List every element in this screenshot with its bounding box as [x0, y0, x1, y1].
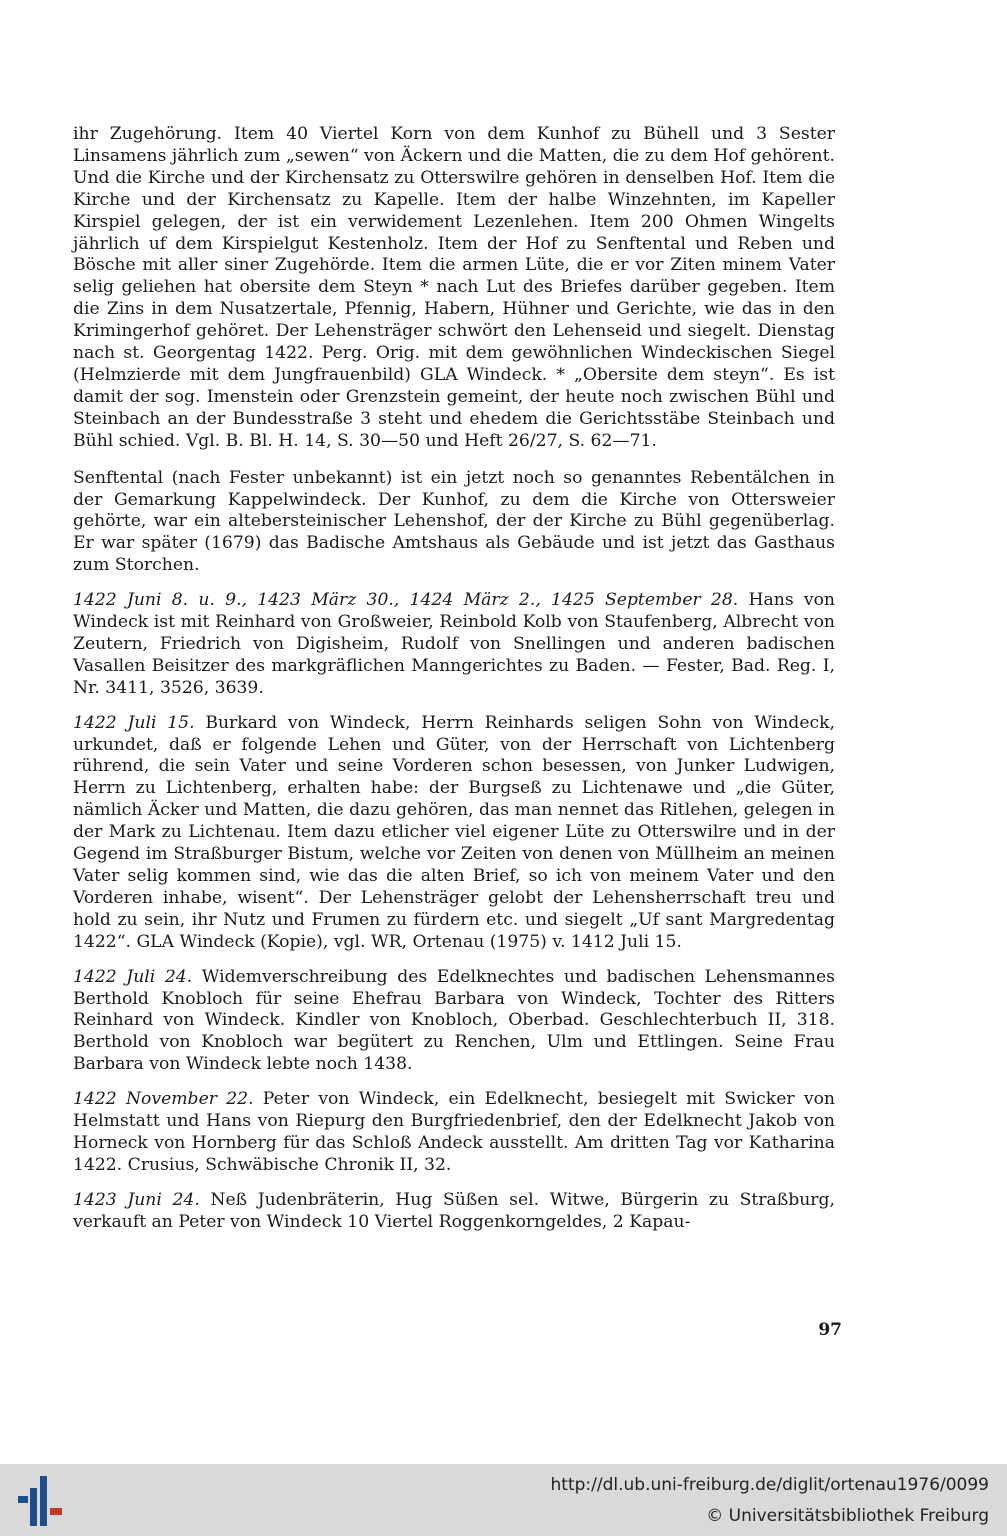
document-body	[73, 124, 835, 1247]
paragraph-1	[73, 124, 835, 453]
entry-date: 1422 November 22.	[73, 1089, 254, 1110]
paragraph-6	[73, 1089, 835, 1177]
copyright-text: © Universitätsbibliothek Freiburg	[706, 1506, 989, 1526]
paragraph-text: ihr Zugehörung. Item 40 Viertel Korn von dem Kunhof zu Bühell und 3 Sester Linsamens jährlich zum „sewen“ von Äckern und die Matten, die zu dem Hof gehörent. Und die Kirche und der Kirchensatz zu Otterswilre gehören in denselben Hof. Item die Kirche und der Kirchensatz zu Kapelle. Item der halbe Winzehnten, im Kapeller Kirspiel gelegen, der ist ein verwidement Lezenlehen. Item 200 Ohmen Wingelts jährlich uf dem Kirspielgut Kestenholz. Item der Hof zu Senftental und Reben und Bösche mit aller siner Zugehörde. Item die armen Lüte, die er vor Ziten minem Vater selig geliehen hat obersite dem Steyn * nach Lut des Briefes darüber gegeben. Item die Zins in dem Nusatzertale, Pfennig, Habern, Hühner und Gerichte, wie das in den Krimingerhof gehöret. Der Lehensträger schwört den Lehenseid und siegelt. Dienstag nach st. Georgentag 1422. Perg. Orig. mit dem gewöhnlichen Windeckischen Siegel (Helmzierde mit dem Jungfrauenbild) GLA Windeck. * „Obersite dem steyn“. Es ist damit der sog. Imenstein oder Grenzstein gemeint, der heute noch zwischen Bühl und Steinbach an der Bundesstraße 3 steht und ehedem die Gerichtsstäbe Steinbach und Bühl schied. Vgl. B. Bl. H. 14, S. 30—50 und Heft 26/27, S. 62—71.	[73, 124, 835, 451]
paragraph-5	[73, 967, 835, 1077]
page-number: 97	[818, 1320, 842, 1340]
viewer-footer	[0, 1464, 1007, 1536]
paragraph-text: Peter von Windeck, ein Edelknecht, besiegelt mit Swicker von Helmstatt und Hans von Riepurg den Burgfriedenbrief, den der Edelknecht Jakob von Horneck von Hornberg für das Schloß Andeck ausstellt. Am dritten Tag vor Katharina 1422. Crusius, Schwäbische Chronik II, 32.	[73, 1089, 835, 1175]
entry-date: 1422 Juli 24.	[73, 966, 193, 987]
paragraph-text: Neß Judenbräterin, Hug Süßen sel. Witwe, Bürgerin zu Straßburg, verkauft an Peter von Windeck 10 Viertel Roggenkorngeldes, 2 Kapau-	[73, 1189, 835, 1232]
paragraph-4	[73, 713, 835, 954]
paragraph-text: Burkard von Windeck, Herrn Reinhards seligen Sohn von Windeck, urkundet, daß er folgende Lehen und Güter, von der Herrschaft von Lichtenberg rührend, die sein Vater und seine Vorderen schon besessen, von Junker Ludwigen, Herrn zu Lichtenberg, erhalten habe: der Burgseß zu Lichtenawe und „die Güter, nämlich Äcker und Matten, die dazu gehören, das man nennet das Ritlehen, gelegen in der Mark zu Lichtenau. Item dazu etlicher viel eigener Lüte zu Otterswilre und in der Gegend im Straßburger Bistum, welche vor Zeiten von denen von Müllheim an meinen Vater selig kommen sind, wie das die alten Brief, so ich von meinem Vater und den Vorderen inhabe, wisent“. Der Lehensträger gelobt der Lehensherrschaft treu und hold zu sein, ihr Nutz und Frumen zu fürdern etc. und siegelt „Uf sant Margredentag 1422“. GLA Windeck (Kopie), vgl. WR, Ortenau (1975) v. 1412 Juli 15.	[73, 712, 835, 952]
paragraph-text: Senftental (nach Fester unbekannt) ist ein jetzt noch so genanntes Rebentälchen in der Gemarkung Kappelwindeck. Der Kunhof, zu dem die Kirche von Ottersweier gehörte, war ein altebersteinischer Lehenshof, der der Kirche zu Bühl gegenüberlag. Er war später (1679) das Badische Amtshaus als Gebäude und ist jetzt das Gasthaus zum Storchen.	[73, 467, 835, 576]
entry-date: 1422 Juli 15.	[73, 712, 195, 733]
permalink-url[interactable]: http://dl.ub.uni-freiburg.de/diglit/ortenau1976/0099	[550, 1475, 989, 1495]
entry-date: 1423 Juni 24.	[73, 1189, 200, 1210]
entry-date: 1422 Juni 8. u. 9., 1423 März 30., 1424 März 2., 1425 September 28.	[73, 590, 739, 611]
paragraph-2	[73, 468, 835, 578]
paragraph-text: Widemverschreibung des Edelknechtes und badischen Lehensmannes Berthold Knobloch für seine Ehefrau Barbara von Windeck, Tochter des Ritters Reinhard von Windeck. Kindler von Knobloch, Oberbad. Geschlechterbuch II, 318. Berthold von Knobloch war begütert zu Renchen, Ulm und Ettlingen. Seine Frau Barbara von Windeck lebte noch 1438.	[73, 966, 835, 1075]
paragraph-text: Hans von Windeck ist mit Reinhard von Großweier, Reinbold Kolb von Staufenberg, Albrecht von Zeutern, Friedrich von Digisheim, Rudolf von Snellingen und anderen badischen Vasallen Beisitzer des markgräflichen Manngerichtes zu Baden. — Fester, Bad. Reg. I, Nr. 3411, 3526, 3639.	[73, 590, 836, 698]
ub-freiburg-logo-icon	[18, 1474, 64, 1528]
paragraph-7	[73, 1190, 835, 1234]
paragraph-3	[73, 590, 835, 700]
